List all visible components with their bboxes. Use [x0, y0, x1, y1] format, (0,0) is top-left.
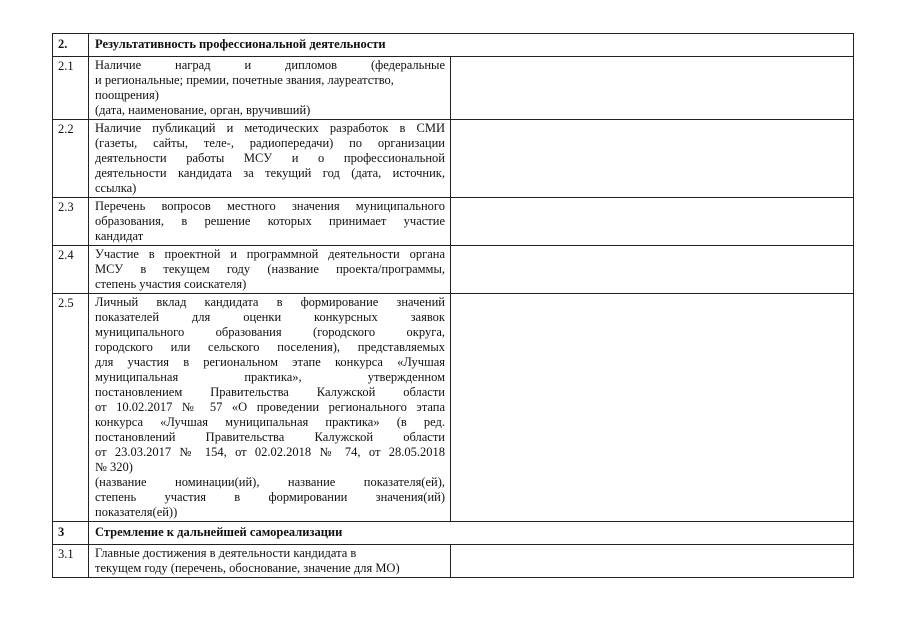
- description-line: от 23.03.2017 № 154, от 02.02.2018 № 74, от 28.05.2018: [95, 445, 445, 459]
- description-line: Наличие наград и дипломов (федеральные: [95, 58, 445, 72]
- row-answer-field[interactable]: [451, 120, 854, 198]
- row-answer-field[interactable]: [451, 246, 854, 294]
- description-line: деятельности кандидата за текущий год (дата, источник,: [95, 166, 445, 180]
- description-line: показателей для оценки конкурсных заявок: [95, 310, 445, 324]
- description-line: от 10.02.2017 № 57 «О проведении регионального этапа: [95, 400, 445, 414]
- row-description: [89, 246, 451, 294]
- row-answer-field[interactable]: [451, 198, 854, 246]
- row-description: [89, 198, 451, 246]
- row-number: 3.1: [53, 545, 89, 578]
- form-row-2-4: [53, 246, 854, 294]
- description-line: МСУ в текущем году (название проекта/программы,: [95, 262, 445, 276]
- description-line: показателя(ей)): [95, 505, 178, 519]
- section-number: 2.: [53, 34, 89, 57]
- description-line: конкурса «Лучшая муниципальная практика» (в ред.: [95, 415, 445, 429]
- section-header-row: [53, 34, 854, 57]
- description-line: муниципальная практика», утвержденном: [95, 370, 445, 384]
- description-line: постановлением Правительства Калужской области: [95, 385, 445, 399]
- description-line: и региональные; премии, почетные звания, лауреатство,: [95, 73, 394, 87]
- description-line: Участие в проектной и программной деятельности органа: [95, 247, 445, 261]
- row-number: 2.4: [53, 246, 89, 294]
- form-row-2-3: [53, 198, 854, 246]
- description-line: (дата, наименование, орган, вручивший): [95, 103, 311, 117]
- row-description: [89, 57, 451, 120]
- form-table-body: [53, 34, 854, 578]
- description-line: Главные достижения в деятельности кандидата в: [95, 546, 357, 560]
- row-number: 2.5: [53, 294, 89, 522]
- section-header-row: [53, 522, 854, 545]
- description-line: для участия в региональном этапе конкурса «Лучшая: [95, 355, 445, 369]
- description-line: Наличие публикаций и методических разработок в СМИ: [95, 121, 445, 135]
- section-title: Результативность профессиональной деятельности: [89, 34, 854, 57]
- description-line: Перечень вопросов местного значения муниципального: [95, 199, 445, 213]
- row-answer-field[interactable]: [451, 57, 854, 120]
- row-description: [89, 120, 451, 198]
- form-row-3-1: [53, 545, 854, 578]
- description-line: текущем году (перечень, обоснование, значение для МО): [95, 561, 400, 575]
- description-line: поощрения): [95, 88, 159, 102]
- row-number: 2.2: [53, 120, 89, 198]
- row-description: [89, 294, 451, 522]
- description-line: (название номинации(ий), название показателя(ей),: [95, 475, 445, 489]
- row-description: [89, 545, 451, 578]
- form-sheet: [52, 33, 853, 578]
- description-line: (газеты, сайты, теле-, радиопередачи) по организации: [95, 136, 445, 150]
- candidate-form-table: [52, 33, 854, 578]
- description-line: постановлений Правительства Калужской области: [95, 430, 445, 444]
- description-line: городского или сельского поселения), представляемых: [95, 340, 445, 354]
- form-row-2-5: [53, 294, 854, 522]
- description-line: деятельности работы МСУ и о профессиональной: [95, 151, 445, 165]
- form-row-2-1: [53, 57, 854, 120]
- row-answer-field[interactable]: [451, 294, 854, 522]
- row-number: 2.1: [53, 57, 89, 120]
- description-line: Личный вклад кандидата в формирование значений: [95, 295, 445, 309]
- description-line: степень участия соискателя): [95, 277, 247, 291]
- section-title: Стремление к дальнейшей самореализации: [89, 522, 854, 545]
- form-row-2-2: [53, 120, 854, 198]
- section-number: 3: [53, 522, 89, 545]
- description-line: ссылка): [95, 181, 137, 195]
- row-number: 2.3: [53, 198, 89, 246]
- description-line: образования, в решение которых принимает участие: [95, 214, 445, 228]
- description-line: муниципального образования (городского округа,: [95, 325, 445, 339]
- description-line: кандидат: [95, 229, 144, 243]
- description-line: степень участия в формировании значения(ий): [95, 490, 445, 504]
- description-line: № 320): [95, 460, 133, 474]
- row-answer-field[interactable]: [451, 545, 854, 578]
